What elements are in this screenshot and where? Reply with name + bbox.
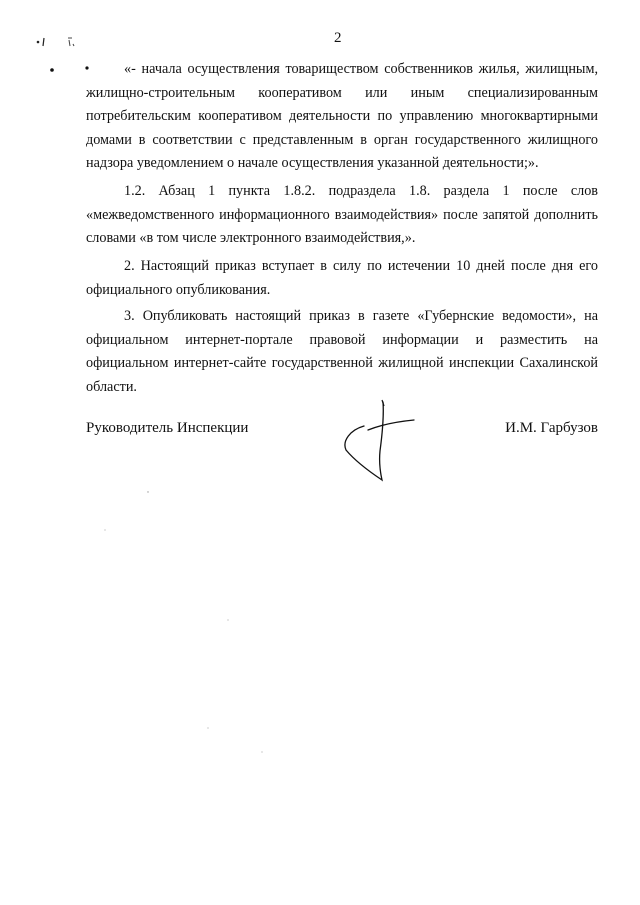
signatory-title: Руководитель Инспекции — [86, 420, 249, 436]
handwritten-signature — [338, 396, 428, 491]
signatory-name: И.М. Гарбузов — [505, 420, 598, 436]
paragraph-1: «- начала осуществления товариществом собственников жилья, жилищным, жилищно-строительным кооперативом или иным специализированным потребительским кооперативом деятельности по управлению многоквартирными домами в соответствии с представленным в орган государственного жилищного надзора уведомлением о начале осуществления указанной деятельности;». — [86, 61, 598, 171]
paragraph-4: 3. Опубликовать настоящий приказ в газете «Губернские ведомости», на официальном интернет-портале правовой информации и разместить на официальном интернет-сайте государственной жилищной инспекции Сахалинской области. — [86, 308, 598, 395]
paragraph-3: 2. Настоящий приказ вступает в силу по истечении 10 дней после дня его официального опубликования. — [86, 258, 598, 298]
paragraph-2: 1.2. Абзац 1 пункта 1.8.2. подраздела 1.8. раздела 1 после слов «межведомственного информационного взаимодействия» после запятой дополнить словами «в том числе электронного взаимодействия,». — [86, 183, 598, 246]
page-number: 2 — [334, 30, 342, 46]
